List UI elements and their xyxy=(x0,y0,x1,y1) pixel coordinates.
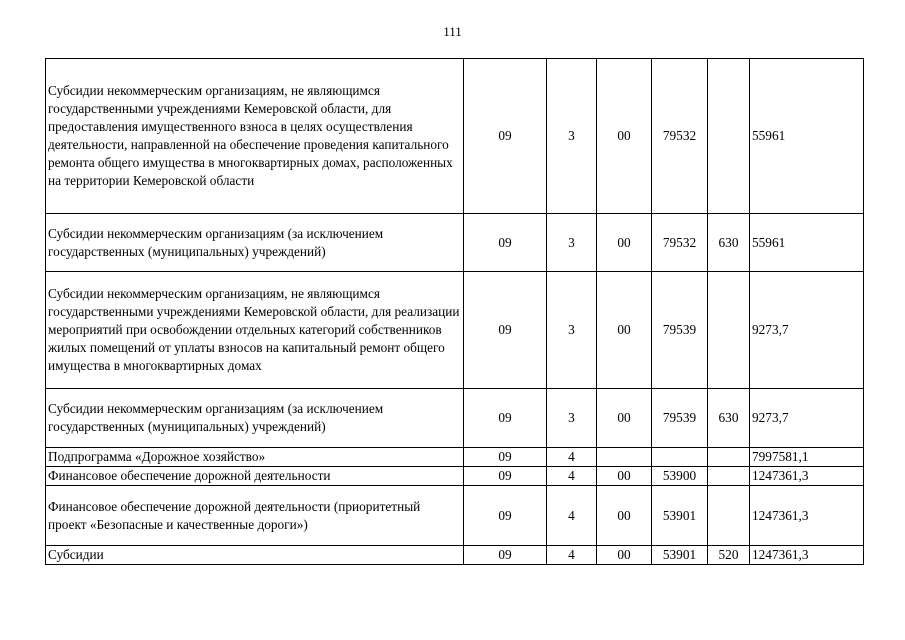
amount-cell: 9273,7 xyxy=(750,272,864,389)
row-name: Субсидии xyxy=(46,546,464,565)
direction-code: 53901 xyxy=(652,486,708,546)
subsection-code: 3 xyxy=(547,272,597,389)
direction-code: 53900 xyxy=(652,467,708,486)
subsection-code: 4 xyxy=(547,486,597,546)
direction-code: 53901 xyxy=(652,546,708,565)
amount-cell: 55961 xyxy=(750,59,864,214)
table-row xyxy=(46,272,864,389)
row-name: Субсидии некоммерческим организациям (за исключением государственных (муниципальных) учреждений) xyxy=(46,389,464,448)
row-name: Финансовое обеспечение дорожной деятельности xyxy=(46,467,464,486)
direction-code: 79539 xyxy=(652,272,708,389)
subsection-code: 4 xyxy=(547,467,597,486)
subsection-code: 4 xyxy=(547,546,597,565)
section-code: 09 xyxy=(464,389,547,448)
table-row xyxy=(46,546,864,565)
section-code: 09 xyxy=(464,59,547,214)
amount-cell: 1247361,3 xyxy=(750,467,864,486)
expense-type-code xyxy=(708,272,750,389)
section-code: 09 xyxy=(464,214,547,272)
amount-cell: 9273,7 xyxy=(750,389,864,448)
row-name: Субсидии некоммерческим организациям, не являющимся государственными учреждениями Кемеровской области, для предоставления имущественного взноса в целях осуществления деятельности, направленной на обеспечение проведения капитального ремонта общего имущества в многоквартирных домах, расположенных на территории Кемеровской области xyxy=(46,59,464,214)
direction-code xyxy=(652,448,708,467)
row-name: Финансовое обеспечение дорожной деятельности (приоритетный проект «Безопасные и качественные дороги») xyxy=(46,486,464,546)
amount-cell: 1247361,3 xyxy=(750,486,864,546)
table-row xyxy=(46,389,864,448)
direction-code: 79532 xyxy=(652,214,708,272)
table-row xyxy=(46,214,864,272)
section-code: 09 xyxy=(464,486,547,546)
subsection-code: 3 xyxy=(547,59,597,214)
table-row xyxy=(46,467,864,486)
expense-type-code xyxy=(708,467,750,486)
row-name: Субсидии некоммерческим организациям, не являющимся государственными учреждениями Кемеровской области, для реализации мероприятий при освобождении отдельных категорий собственников жилых помещений от уплаты взносов на капитальный ремонт общего имущества в многоквартирных домах xyxy=(46,272,464,389)
program-code: 00 xyxy=(597,59,652,214)
page-number: 111 xyxy=(443,24,462,39)
expense-type-code: 630 xyxy=(708,389,750,448)
expense-type-code: 520 xyxy=(708,546,750,565)
section-code: 09 xyxy=(464,272,547,389)
program-code xyxy=(597,448,652,467)
expense-type-code xyxy=(708,448,750,467)
direction-code: 79532 xyxy=(652,59,708,214)
section-code: 09 xyxy=(464,546,547,565)
expense-type-code xyxy=(708,486,750,546)
program-code: 00 xyxy=(597,214,652,272)
row-name: Подпрограмма «Дорожное хозяйство» xyxy=(46,448,464,467)
amount-cell: 55961 xyxy=(750,214,864,272)
expense-type-code: 630 xyxy=(708,214,750,272)
budget-table xyxy=(45,58,864,565)
subsection-code: 3 xyxy=(547,214,597,272)
program-code: 00 xyxy=(597,389,652,448)
amount-cell: 7997581,1 xyxy=(750,448,864,467)
table-row xyxy=(46,486,864,546)
section-code: 09 xyxy=(464,467,547,486)
section-code: 09 xyxy=(464,448,547,467)
table-row xyxy=(46,448,864,467)
table-row xyxy=(46,59,864,214)
expense-type-code xyxy=(708,59,750,214)
direction-code: 79539 xyxy=(652,389,708,448)
amount-cell: 1247361,3 xyxy=(750,546,864,565)
row-name: Субсидии некоммерческим организациям (за исключением государственных (муниципальных) учреждений) xyxy=(46,214,464,272)
subsection-code: 4 xyxy=(547,448,597,467)
program-code: 00 xyxy=(597,486,652,546)
program-code: 00 xyxy=(597,546,652,565)
program-code: 00 xyxy=(597,272,652,389)
program-code: 00 xyxy=(597,467,652,486)
subsection-code: 3 xyxy=(547,389,597,448)
